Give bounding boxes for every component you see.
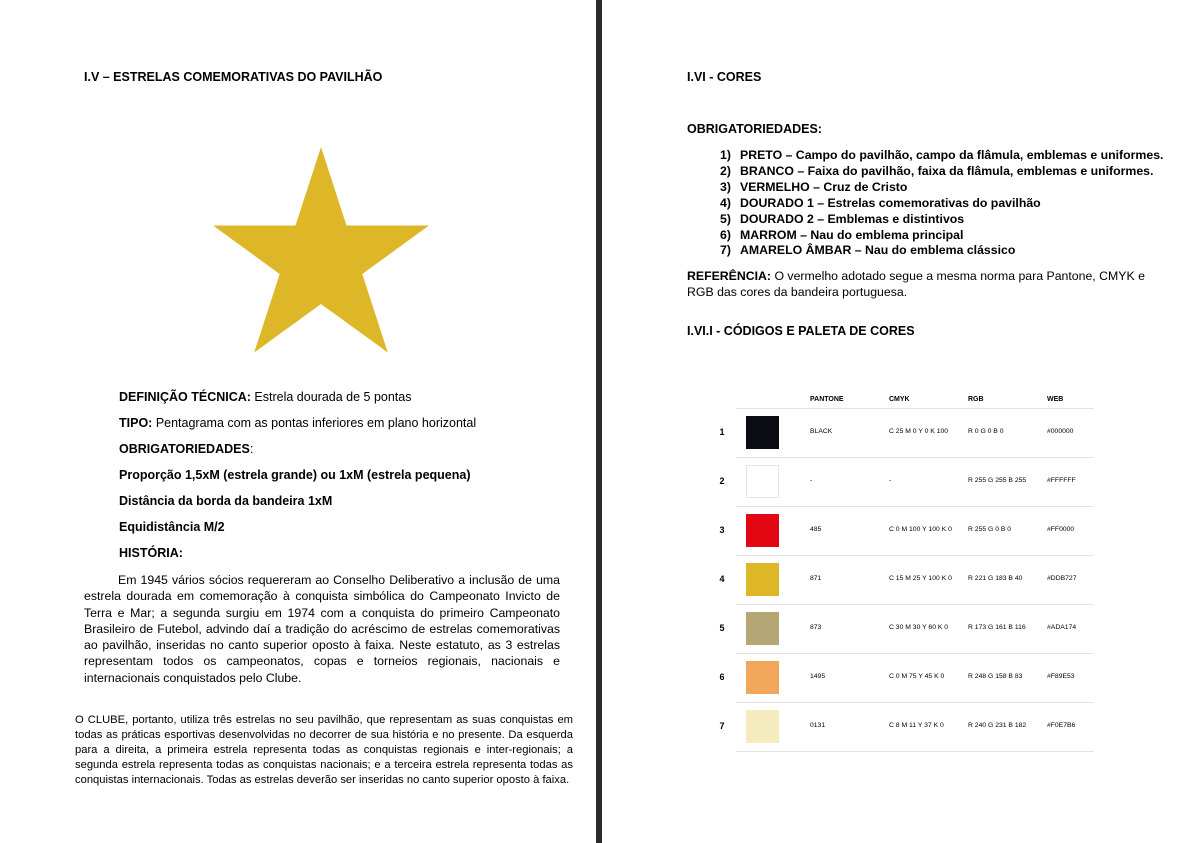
list-item: 1) PRETO – Campo do pavilhão, campo da flâmula, emblemas e uniformes. bbox=[720, 148, 1164, 162]
row-number: 6 bbox=[719, 672, 725, 682]
rgb-cell: R 255 G 255 B 255 bbox=[968, 477, 1027, 484]
web-cell: #ADA174 bbox=[1047, 624, 1077, 631]
web-cell: #DDB727 bbox=[1047, 575, 1077, 582]
web-cell: #F0E7B6 bbox=[1047, 722, 1076, 729]
pantone-cell: 485 bbox=[810, 526, 822, 533]
table-row bbox=[719, 506, 1094, 556]
table-row bbox=[719, 604, 1094, 654]
cmyk-cell: C 25 M 0 Y 0 K 100 bbox=[889, 428, 949, 435]
rgb-cell: R 221 G 183 B 40 bbox=[968, 575, 1023, 582]
pantone-cell: - bbox=[810, 477, 813, 484]
list-item: 4) DOURADO 1 – Estrelas comemorativas do pavilhão bbox=[720, 195, 1041, 210]
obrigatoriedades-title: OBRIGATORIEDADES: bbox=[687, 122, 822, 136]
pantone-cell: 873 bbox=[810, 624, 822, 631]
header-cmyk: CMYK bbox=[889, 396, 910, 403]
pantone-cell: 0131 bbox=[810, 722, 826, 729]
cmyk-cell: - bbox=[889, 477, 892, 484]
table-row bbox=[719, 408, 1094, 458]
referencia: REFERÊNCIA: O vermelho adotado segue a mesma norma para Pantone, CMYK e RGB das cores da bandeira portuguesa. bbox=[687, 269, 1145, 299]
clube-paragraph: O CLUBE, portanto, utiliza três estrelas no seu pavilhão, que representam as suas conquistas em todas as práticas esportivas desenvolvidas no decorrer de sua história e no presente. Da esquerda para a direita, a primeira estrela representa todas as conquistas regionais e inter-regionais; a segunda estrela representa todas as conquistas nacionais; e a terceira estrela representa todas as conquistas internacionais. Todas as estrelas deverão ser inseridas no canto superior oposto à faixa. bbox=[75, 714, 573, 786]
cmyk-cell: C 0 M 100 Y 100 K 0 bbox=[889, 526, 952, 533]
list-item: 2) BRANCO – Faixa do pavilhão, faixa da flâmula, emblemas e uniformes. bbox=[720, 163, 1154, 178]
historia-paragraph: Em 1945 vários sócios requereram ao Conselho Deliberativo a inclusão de uma estrela dourada em comemoração à conquista simbólica do Campeonato Invicto de Terra e Mar; a segunda surgiu em 1974 com a conquista do primeiro Campeonato Brasileiro de Futebol, advindo daí a tradição do acréscimo de estrelas comemorativas ao pavilhão, inseridas no canto superior oposto à faixa. Neste estatuto, as 3 estrelas representam todos os campeonatos, copas e torneios regionais, nacionais e internacionais conquistados pelo Clube. bbox=[84, 573, 560, 685]
color-swatch bbox=[746, 514, 779, 547]
list-item: 6) MARROM – Nau do emblema principal bbox=[720, 227, 964, 242]
rgb-cell: R 255 G 0 B 0 bbox=[968, 526, 1012, 533]
definicao-tecnica: DEFINIÇÃO TÉCNICA: Estrela dourada de 5 pontas bbox=[119, 390, 412, 404]
distancia: Distância da borda da bandeira 1xM bbox=[119, 494, 333, 508]
rgb-cell: R 248 G 158 B 83 bbox=[968, 673, 1023, 680]
color-swatch bbox=[746, 710, 779, 743]
row-number: 7 bbox=[719, 721, 725, 731]
obrigatoriedades-list bbox=[720, 148, 1163, 259]
header-web: WEB bbox=[1047, 396, 1064, 403]
cmyk-cell: C 15 M 25 Y 100 K 0 bbox=[889, 575, 952, 582]
color-swatch bbox=[746, 563, 779, 596]
table-row bbox=[719, 653, 1094, 703]
section-title-cores: I.VI - CORES bbox=[687, 70, 762, 84]
color-swatch bbox=[746, 612, 779, 645]
cmyk-cell: C 0 M 75 Y 45 K 0 bbox=[889, 673, 945, 680]
section-title-estrelas: I.V – ESTRELAS COMEMORATIVAS DO PAVILHÃO bbox=[84, 70, 383, 84]
list-item: 3) VERMELHO – Cruz de Cristo bbox=[720, 179, 908, 194]
row-number: 5 bbox=[719, 623, 725, 633]
equidistancia: Equidistância M/2 bbox=[119, 520, 225, 534]
header-pantone: PANTONE bbox=[810, 396, 844, 403]
web-cell: #F89E53 bbox=[1047, 673, 1075, 680]
header-rgb: RGB bbox=[968, 396, 984, 403]
color-swatch bbox=[746, 416, 779, 449]
cmyk-cell: C 8 M 11 Y 37 K 0 bbox=[889, 722, 944, 729]
table-row bbox=[719, 702, 1094, 752]
list-item: 5) DOURADO 2 – Emblemas e distintivos bbox=[720, 211, 965, 226]
color-swatch bbox=[746, 661, 779, 694]
web-cell: #000000 bbox=[1047, 428, 1074, 435]
proporcao: Proporção 1,5xM (estrela grande) ou 1xM (estrela pequena) bbox=[119, 468, 471, 482]
pantone-cell: 1495 bbox=[810, 673, 826, 680]
rgb-cell: R 240 G 231 B 182 bbox=[968, 722, 1027, 729]
obrigatoriedades-label: OBRIGATORIEDADES: bbox=[119, 442, 254, 456]
row-number: 2 bbox=[719, 476, 725, 486]
table-row bbox=[719, 555, 1094, 605]
web-cell: #FF0000 bbox=[1047, 526, 1075, 533]
rgb-cell: R 0 G 0 B 0 bbox=[968, 428, 1004, 435]
web-cell: #FFFFFF bbox=[1047, 477, 1076, 484]
cmyk-cell: C 30 M 30 Y 60 K 0 bbox=[889, 624, 949, 631]
row-number: 1 bbox=[719, 427, 725, 437]
table-row bbox=[719, 457, 1094, 507]
pantone-cell: 871 bbox=[810, 575, 822, 582]
tipo: TIPO: Pentagrama com as pontas inferiores em plano horizontal bbox=[119, 416, 477, 430]
list-item: 7) AMARELO ÂMBAR – Nau do emblema clássico bbox=[720, 243, 1016, 258]
historia-label: HISTÓRIA: bbox=[119, 546, 183, 560]
pantone-cell: BLACK bbox=[810, 428, 833, 435]
color-swatch bbox=[746, 465, 779, 498]
rgb-cell: R 173 G 161 B 116 bbox=[968, 624, 1026, 631]
row-number: 4 bbox=[719, 574, 725, 584]
subsection-title-paleta: I.VI.I - CÓDIGOS E PALETA DE CORES bbox=[687, 324, 915, 338]
row-number: 3 bbox=[719, 525, 725, 535]
